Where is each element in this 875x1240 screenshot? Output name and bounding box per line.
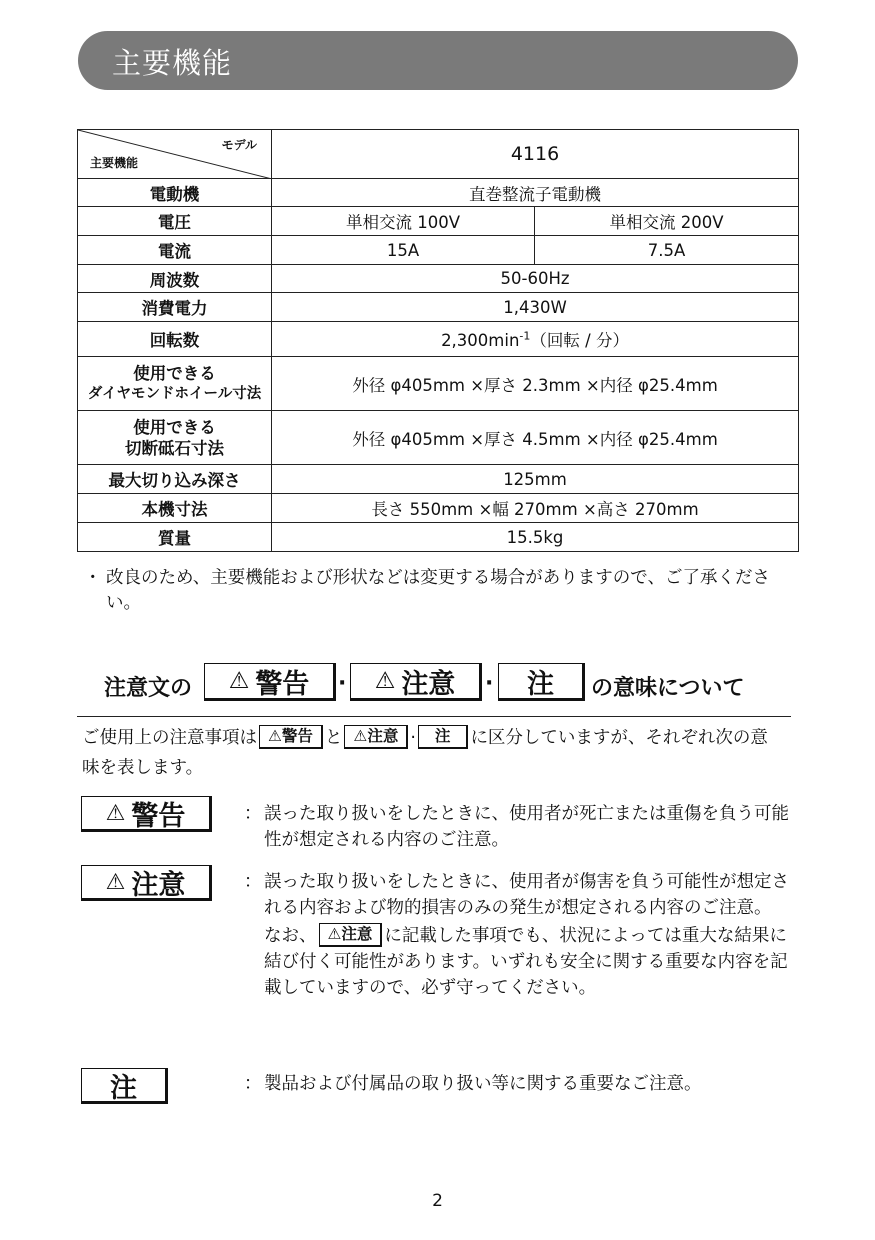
row-value: 直巻整流子電動機 — [272, 179, 799, 207]
row-value: 15A — [272, 236, 535, 265]
warning-label-box — [81, 796, 212, 832]
heading-caution-box — [350, 663, 482, 701]
inline-warning-label: 警告 — [281, 727, 313, 745]
row-value: 15.5kg — [272, 523, 799, 552]
heading-note-box — [498, 663, 585, 701]
inline-warning-badge — [259, 725, 323, 749]
table-row — [78, 465, 799, 494]
row-value — [272, 322, 799, 357]
table-row — [78, 411, 799, 465]
row-label: 電流 — [78, 236, 272, 265]
caution-extra-prefix: なお、 — [264, 926, 317, 946]
table-row — [78, 207, 799, 236]
row-value: 50-60Hz — [272, 265, 799, 293]
caution-extra-text: に記載した事項でも、状況によっては重大な結果に結び付く可能性があります。いずれも安全に関する重要な内容を記載していますので、必ず守ってください。 — [264, 926, 788, 998]
row-value: 単相交流 100V — [272, 207, 535, 236]
row-label-line: 使用できる — [133, 363, 216, 383]
rpm-value: 2,300min — [441, 331, 520, 350]
table-row — [78, 293, 799, 322]
row-label: 消費電力 — [78, 293, 272, 322]
row-value: 7.5A — [535, 236, 799, 265]
heading-suffix: の意味について — [591, 676, 745, 701]
row-label: 電動機 — [78, 179, 272, 207]
intro-text — [82, 723, 782, 783]
caution-definition — [244, 869, 789, 1001]
caution-label: 注意 — [131, 869, 186, 901]
warning-triangle-icon: ⚠ — [374, 668, 396, 694]
improvement-note — [84, 566, 804, 616]
rpm-unit: （回転 / 分） — [530, 331, 629, 350]
definition-colon: ： — [244, 872, 262, 892]
caution-heading — [104, 663, 784, 709]
row-label: 最大切り込み深さ — [78, 465, 272, 494]
row-label: 周波数 — [78, 265, 272, 293]
warning-definition-text: 誤った取り扱いをしたときに、使用者が死亡または重傷を負う可能性が想定される内容のご注意。 — [264, 804, 789, 850]
caution-definition-text: 誤った取り扱いをしたときに、使用者が傷害を負う可能性が想定される内容および物的損害のみの発生が想定される内容のご注意。 — [264, 872, 789, 918]
caution-label-box — [81, 865, 212, 901]
row-label-line: 切断砥石寸法 — [125, 438, 224, 458]
warning-triangle-icon: ⚠ — [353, 727, 368, 745]
table-row — [78, 236, 799, 265]
note-definition — [244, 1071, 789, 1097]
model-number: 4116 — [272, 130, 799, 179]
intro-part1: ご使用上の注意事項は — [82, 728, 257, 748]
table-row — [78, 523, 799, 552]
row-value: 外径 φ405mm ×厚さ 2.3mm ×内径 φ25.4mm — [272, 357, 799, 411]
inline-note-label: 注 — [434, 727, 451, 745]
note-label-box — [81, 1068, 168, 1104]
warning-triangle-icon: ⚠ — [105, 800, 126, 826]
row-label: 質量 — [78, 523, 272, 552]
row-label: 本機寸法 — [78, 494, 272, 523]
row-value: 長さ 550mm ×幅 270mm ×高さ 270mm — [272, 494, 799, 523]
note-definition-text: 製品および付属品の取り扱い等に関する重要なご注意。 — [264, 1074, 702, 1094]
note-text: 改良のため、主要機能および形状などは変更する場合がありますので、ご了承ください。 — [106, 568, 770, 613]
row-label-line: 使用できる — [133, 417, 216, 437]
inline-note-badge — [418, 725, 469, 749]
heading-prefix: 注意文の — [104, 676, 193, 701]
definition-colon: ： — [244, 804, 262, 824]
divider — [77, 716, 791, 717]
header-feature-label: 主要機能 — [90, 156, 139, 170]
inline-caution-label: 注意 — [367, 727, 399, 745]
note-label: 注 — [110, 1072, 137, 1104]
warning-label: 警告 — [131, 800, 186, 832]
definition-colon: ： — [244, 1074, 262, 1094]
warning-definition — [244, 801, 789, 853]
heading-warning-box — [204, 663, 336, 701]
section-banner — [78, 31, 798, 90]
note-bullet: ・ — [84, 568, 102, 588]
table-header-row — [78, 130, 799, 179]
table-row — [78, 179, 799, 207]
intro-and: と — [324, 728, 343, 748]
row-value: 外径 φ405mm ×厚さ 4.5mm ×内径 φ25.4mm — [272, 411, 799, 465]
heading-dot: · — [485, 671, 494, 696]
row-value: 125mm — [272, 465, 799, 494]
warning-triangle-icon: ⚠ — [105, 869, 126, 895]
header-model-label: モデル — [221, 138, 257, 152]
row-label — [78, 411, 272, 465]
caution-definition-extra — [264, 923, 789, 1001]
intro-dot: · — [410, 728, 416, 748]
table-row — [78, 357, 799, 411]
row-label-line: ダイヤモンドホイール寸法 — [87, 385, 262, 402]
inline-caution-badge — [319, 923, 383, 947]
row-label: 電圧 — [78, 207, 272, 236]
heading-note-label: 注 — [527, 668, 554, 700]
heading-dot: · — [338, 671, 347, 696]
row-label: 回転数 — [78, 322, 272, 357]
row-value: 単相交流 200V — [535, 207, 799, 236]
heading-caution-label: 注意 — [401, 668, 456, 700]
row-value: 1,430W — [272, 293, 799, 322]
heading-warning-label: 警告 — [255, 668, 310, 700]
row-label — [78, 357, 272, 411]
spec-table — [77, 129, 799, 552]
table-row — [78, 494, 799, 523]
warning-triangle-icon: ⚠ — [268, 727, 282, 745]
inline-caution-badge — [344, 725, 408, 749]
warning-triangle-icon: ⚠ — [327, 925, 342, 943]
rpm-exponent: -1 — [519, 329, 531, 343]
table-row — [78, 265, 799, 293]
page-number: 2 — [432, 1191, 443, 1211]
intro-part2: に区分していますが、それぞれ次の意味を表します。 — [82, 728, 768, 778]
section-title: 主要機能 — [112, 46, 233, 80]
table-row — [78, 322, 799, 357]
inline-caution-label: 注意 — [341, 925, 373, 943]
warning-triangle-icon: ⚠ — [228, 668, 250, 694]
diag-header-cell — [78, 130, 272, 179]
